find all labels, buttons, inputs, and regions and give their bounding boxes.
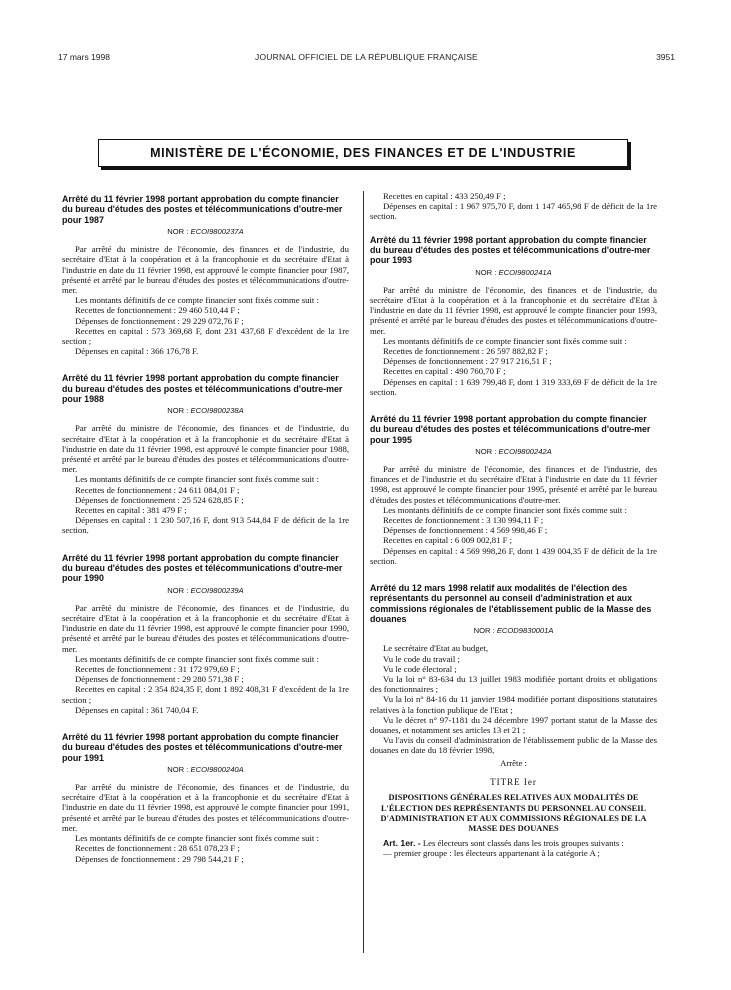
arrete-intro: Par arrêté du ministre de l'économie, des finances et de l'industrie, du secrétaire d'Etat à la coopération et à la francophonie et du secrétaire d'Etat à l'industrie en date du 11 février 1998, est approuvé le compte financier pour 1991, présenté et arrêté par le bureau d'études des postes et télécommunications d'outre-mer.	[62, 782, 349, 833]
visa-line: Vu la loi n° 83-634 du 13 juillet 1983 modifiée portant droits et obligations des fonctionnaires ;	[370, 674, 657, 695]
arrete-intro: Par arrêté du ministre de l'économie, des finances et de l'industrie, du secrétaire d'Etat à la coopération et à la francophonie et du secrétaire d'Etat à l'industrie en date du 11 février 1998, est approuvé le compte financier pour 1993, présenté et arrêté par le bureau d'études des postes et télécommunications d'outre-mer.	[370, 284, 657, 336]
arrete-title: Arrêté du 11 février 1998 portant approbation du compte financier du bureau d'études des postes et télécommunications d'outre-mer pour 1990	[62, 552, 343, 584]
nor-reference	[62, 227, 349, 237]
amount-line: Recettes en capital : 490 760,70 F ;	[383, 366, 506, 377]
arrete-title: Arrêté du 12 mars 1998 relatif aux modalités de l'élection des représentants du personnel au conseil d'administration et aux commissions régionales de l'établissement public de la Masse des douanes	[370, 583, 652, 624]
arrete-title: Arrêté du 11 février 1998 portant approbation du compte financier du bureau d'études des postes et télécommunications d'outre-mer pour 1995	[370, 413, 651, 445]
amount-line: Recettes de fonctionnement : 3 130 994,11 F ;	[383, 515, 544, 526]
visa-line: Vu le code du travail ;	[383, 653, 460, 664]
nor-label: NOR :	[475, 446, 497, 456]
arrete-1993	[370, 235, 657, 397]
amount-line: Recettes de fonctionnement : 31 172 979,69 F ;	[75, 663, 240, 674]
nor-label: NOR :	[167, 764, 189, 774]
amount-line: Dépenses de fonctionnement : 29 229 072,76 F ;	[75, 315, 244, 326]
visa-line: Le secrétaire d'Etat au budget,	[383, 643, 489, 654]
arrete-title: Arrêté du 11 février 1998 portant approbation du compte financier du bureau d'études des postes et télécommunications d'outre-mer pour 1987	[62, 194, 343, 225]
amount-line: Recettes en capital : 381 479 F ;	[75, 505, 187, 516]
amount-line: Recettes en capital : 6 009 002,81 F ;	[383, 535, 513, 546]
arrete-masse-des-douanes	[370, 583, 657, 858]
arrete-title: Arrêté du 11 février 1998 portant approbation du compte financier du bureau d'études des postes et télécommunications d'outre-mer pour 1991	[62, 731, 343, 763]
amount-line: Recettes en capital : 433 250,49 F ;	[383, 191, 506, 201]
nor-reference	[370, 447, 657, 457]
nor-reference	[62, 586, 349, 596]
amount-line: Dépenses en capital : 1 639 799,48 F, dont 1 319 333,69 F de déficit de la 1re section.	[370, 376, 657, 397]
nor-code: ECOI9800238A	[190, 406, 244, 416]
arrete-1991-continuation	[370, 191, 657, 222]
nor-reference	[370, 268, 657, 278]
arrete-montants: Les montants définitifs de ce compte financier sont fixés comme suit :	[75, 653, 319, 664]
amount-line: Dépenses en capital : 1 967 975,70 F, dont 1 147 465,98 F de déficit de la 1re section.	[370, 201, 657, 222]
amount-line: Dépenses de fonctionnement : 27 917 216,51 F ;	[383, 356, 552, 367]
amount-line: Recettes de fonctionnement : 28 651 078,23 F ;	[75, 843, 240, 854]
amount-line: Dépenses en capital : 1 230 507,16 F, dont 913 544,84 F de déficit de la 1re section.	[62, 515, 349, 536]
arrete-montants: Les montants définitifs de ce compte financier sont fixés comme suit :	[75, 295, 319, 306]
amount-line: Recettes en capital : 573 369,68 F, dont 231 437,68 F d'excédent de la 1re section ;	[62, 325, 349, 346]
amount-line: Dépenses de fonctionnement : 29 280 571,38 F ;	[75, 674, 244, 685]
left-column	[62, 194, 349, 881]
arrete-intro: Par arrêté du ministre de l'économie, des finances et de l'industrie, du secrétaire d'Etat à la coopération et à la francophonie et du secrétaire d'Etat à l'industrie en date du 11 février 1998, est approuvé le compte financier pour 1990, présenté et arrêté par le bureau d'études des postes et télécommunications d'outre-mer.	[62, 602, 349, 654]
arrete-montants: Les montants définitifs de ce compte financier sont fixés comme suit :	[75, 833, 319, 844]
arrete-montants: Les montants définitifs de ce compte financier sont fixés comme suit :	[383, 335, 627, 346]
amount-line: Dépenses en capital : 361 740,04 F.	[75, 704, 199, 715]
nor-code: ECOI9800237A	[190, 226, 244, 236]
nor-code: ECOI9800241A	[498, 267, 552, 277]
arrete-montants: Les montants définitifs de ce compte financier sont fixés comme suit :	[75, 474, 319, 485]
amount-line: Recettes de fonctionnement : 29 460 510,44 F ;	[75, 305, 240, 316]
nor-code: ECOI9800242A	[498, 446, 552, 456]
arrete-intro: Par arrêté du ministre de l'économie, des finances et de l'industrie, des finances et de l'industrie et du secrétaire d'Etat à l'industrie en date du 11 février 1998, est approuvé le compte financier pour 1995, présenté et arrêté par le bureau d'études des postes et télécommunications d'outre-mer.	[370, 464, 657, 505]
amount-line: Recettes de fonctionnement : 24 611 084,01 F ;	[75, 484, 240, 495]
header-date: 17 mars 1998	[58, 52, 110, 62]
arrete-intro: Par arrêté du ministre de l'économie, des finances et de l'industrie, du secrétaire d'Etat à la coopération et à la francophonie et du secrétaire d'Etat à l'industrie en date du 11 février 1998, est approuvé le compte financier pour 1988, présenté et arrêté par le bureau d'études des postes et télécommunications d'outre-mer.	[62, 423, 349, 475]
nor-label: NOR :	[167, 406, 189, 416]
visa-line: Vu l'avis du conseil d'administration de l'établissement public de la Masse des douanes en date du 18 février 1998,	[370, 735, 657, 756]
amount-line: Recettes de fonctionnement : 26 597 882,82 F ;	[383, 345, 548, 356]
right-column	[370, 191, 657, 875]
header-page-number: 3951	[656, 52, 675, 62]
nor-reference	[62, 765, 349, 775]
arrete-montants: Les montants définitifs de ce compte financier sont fixés comme suit :	[383, 504, 627, 515]
article-item: — premier groupe : les électeurs appartenant à la catégorie A ;	[383, 847, 600, 858]
ministry-heading: MINISTÈRE DE L'ÉCONOMIE, DES FINANCES ET DE L'INDUSTRIE	[98, 139, 628, 167]
nor-label: NOR :	[475, 267, 497, 277]
arrete-1988	[62, 373, 349, 535]
nor-label: NOR :	[473, 626, 495, 636]
nor-code: ECOI9800239A	[190, 585, 244, 595]
amount-line: Dépenses en capital : 4 569 998,26 F, dont 1 439 004,35 F de déficit de la 1re section.	[370, 545, 657, 566]
arrete-intro: Par arrêté du ministre de l'économie, des finances et de l'industrie, du secrétaire d'Etat à la coopération et à la francophonie et du secrétaire d'Etat à l'industrie en date du 11 février 1998, est approuvé le compte financier pour 1987, présenté et arrêté par le bureau d'études des postes et télécommunications d'outre-mer.	[62, 244, 349, 295]
visa-line: Vu le code électoral ;	[383, 663, 457, 674]
amount-line: Recettes en capital : 2 354 824,35 F, dont 1 892 408,31 F d'excédent de la 1re section ;	[62, 684, 349, 705]
arrete-1990	[62, 553, 349, 715]
arrete-1987	[62, 194, 349, 356]
amount-line: Dépenses de fonctionnement : 25 524 628,85 F ;	[75, 494, 244, 505]
article-text: Les électeurs sont classés dans les trois groupes suivants :	[422, 837, 624, 848]
article-label: Art. 1er. -	[383, 837, 421, 848]
nor-label: NOR :	[167, 585, 189, 595]
visa-line: Vu le décret n° 97-1181 du 24 décembre 1997 portant statut de la Masse des douanes, et notamment ses articles 13 et 21 ;	[370, 714, 657, 736]
nor-reference	[370, 626, 657, 636]
running-head	[58, 52, 675, 66]
titre-heading: DISPOSITIONS GÉNÉRALES RELATIVES AUX MODALITÉS DE L'ÉLECTION DES REPRÉSENTANTS DU PERSONNEL AU CONSEIL D'ADMINISTRATION ET AUX COMMISSIONS RÉGIONALES DE LA MASSE DES DOUANES	[380, 793, 647, 834]
amount-line: Dépenses de fonctionnement : 29 798 544,21 F ;	[75, 853, 244, 864]
header-journal-title: JOURNAL OFFICIEL DE LA RÉPUBLIQUE FRANÇAISE	[255, 52, 478, 62]
arrete-word: Arrête :	[500, 757, 527, 768]
nor-code: ECOI9800240A	[190, 764, 244, 774]
arrete-title: Arrêté du 11 février 1998 portant approbation du compte financier du bureau d'études des postes et télécommunications d'outre-mer pour 1993	[370, 234, 651, 266]
column-divider	[363, 191, 364, 953]
article-1	[370, 838, 657, 848]
amount-line: Dépenses de fonctionnement : 4 569 998,46 F ;	[383, 525, 548, 536]
visa-line: Vu la loi n° 84-16 du 11 janvier 1984 modifiée portant dispositions statutaires relatives à la fonction publique de l'Etat ;	[370, 694, 657, 715]
nor-reference	[62, 406, 349, 416]
titre-label: TITRE Ier	[490, 776, 537, 787]
arrete-1991	[62, 732, 349, 864]
nor-code: ECOD9830001A	[496, 626, 554, 636]
amount-line: Dépenses en capital : 366 176,78 F.	[75, 346, 199, 357]
arrete-title: Arrêté du 11 février 1998 portant approbation du compte financier du bureau d'études des postes et télécommunications d'outre-mer pour 1988	[62, 373, 343, 404]
nor-label: NOR :	[167, 226, 189, 236]
arrete-1995	[370, 414, 657, 566]
